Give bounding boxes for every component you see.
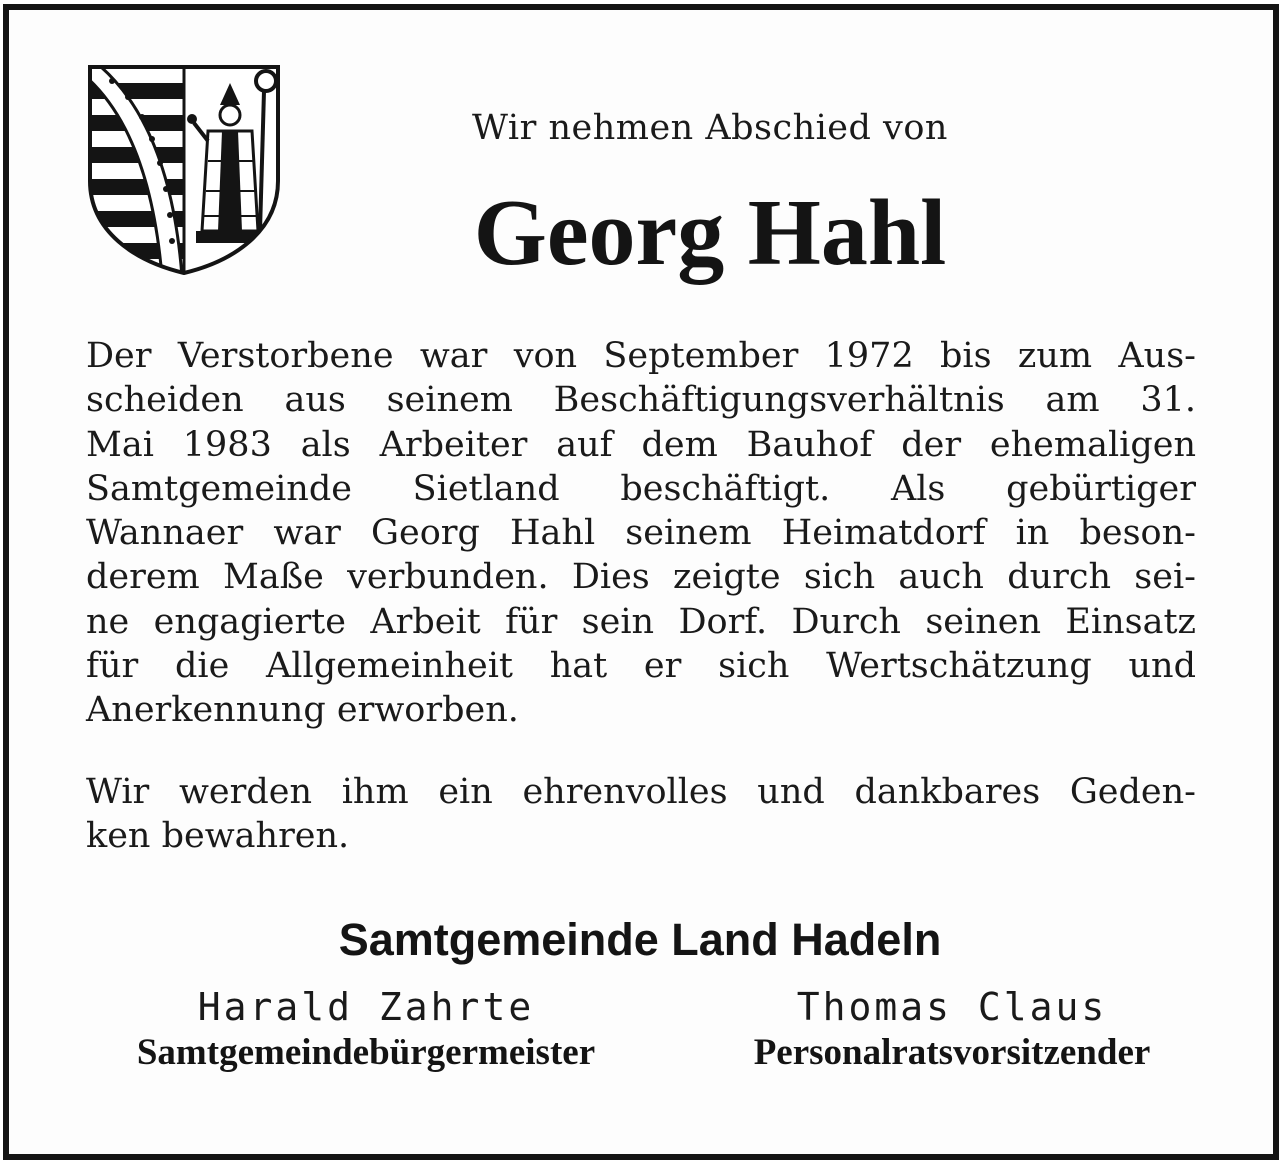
signatory-name: Harald Zahrte bbox=[197, 985, 535, 1029]
organization-name: Samtgemeinde Land Hadeln bbox=[338, 914, 942, 965]
signatory-left bbox=[66, 984, 666, 1076]
text-line: Anerkennung erworben. bbox=[86, 690, 519, 731]
intro-line: Wir nehmen Abschied von bbox=[472, 108, 948, 148]
signatory-right bbox=[652, 984, 1252, 1076]
text-line: Wir werden ihm ein ehrenvolles und dankbares Geden- bbox=[86, 772, 1196, 812]
signatory-role: Samtgemeindebürgermeister bbox=[136, 1032, 596, 1073]
text-line: Samtgemeinde Sietland beschäftigt. Als gebürtiger bbox=[86, 468, 1196, 509]
text-line: ne engagierte Arbeit für sein Dorf. Durch seinen Einsatz bbox=[86, 601, 1196, 642]
signatory-role: Personalratsvorsitzender bbox=[753, 1032, 1151, 1073]
text-line: Mai 1983 als Arbeiter auf dem Bauhof der ehemaligen bbox=[86, 424, 1196, 465]
text-line: derem Maße verbunden. Dies zeigte sich auch durch sei- bbox=[86, 557, 1196, 598]
text-line: Der Verstorbene war von September 1972 bis zum Aus- bbox=[86, 336, 1196, 376]
remembrance-paragraph bbox=[86, 770, 1196, 859]
text-line: für die Allgemeinheit hat er sich Wertschätzung und bbox=[86, 646, 1196, 687]
biography-paragraph bbox=[86, 334, 1196, 733]
coat-of-arms-bishop-icon bbox=[84, 61, 284, 277]
signatory-name: Thomas Claus bbox=[796, 985, 1108, 1029]
text-line: ken bewahren. bbox=[86, 816, 350, 857]
text-line: scheiden aus seinem Beschäftigungsverhältnis am 31. bbox=[86, 380, 1196, 421]
text-line: Wannaer war Georg Hahl seinem Heimatdorf in beson- bbox=[86, 513, 1196, 554]
deceased-name: Georg Hahl bbox=[473, 181, 947, 285]
